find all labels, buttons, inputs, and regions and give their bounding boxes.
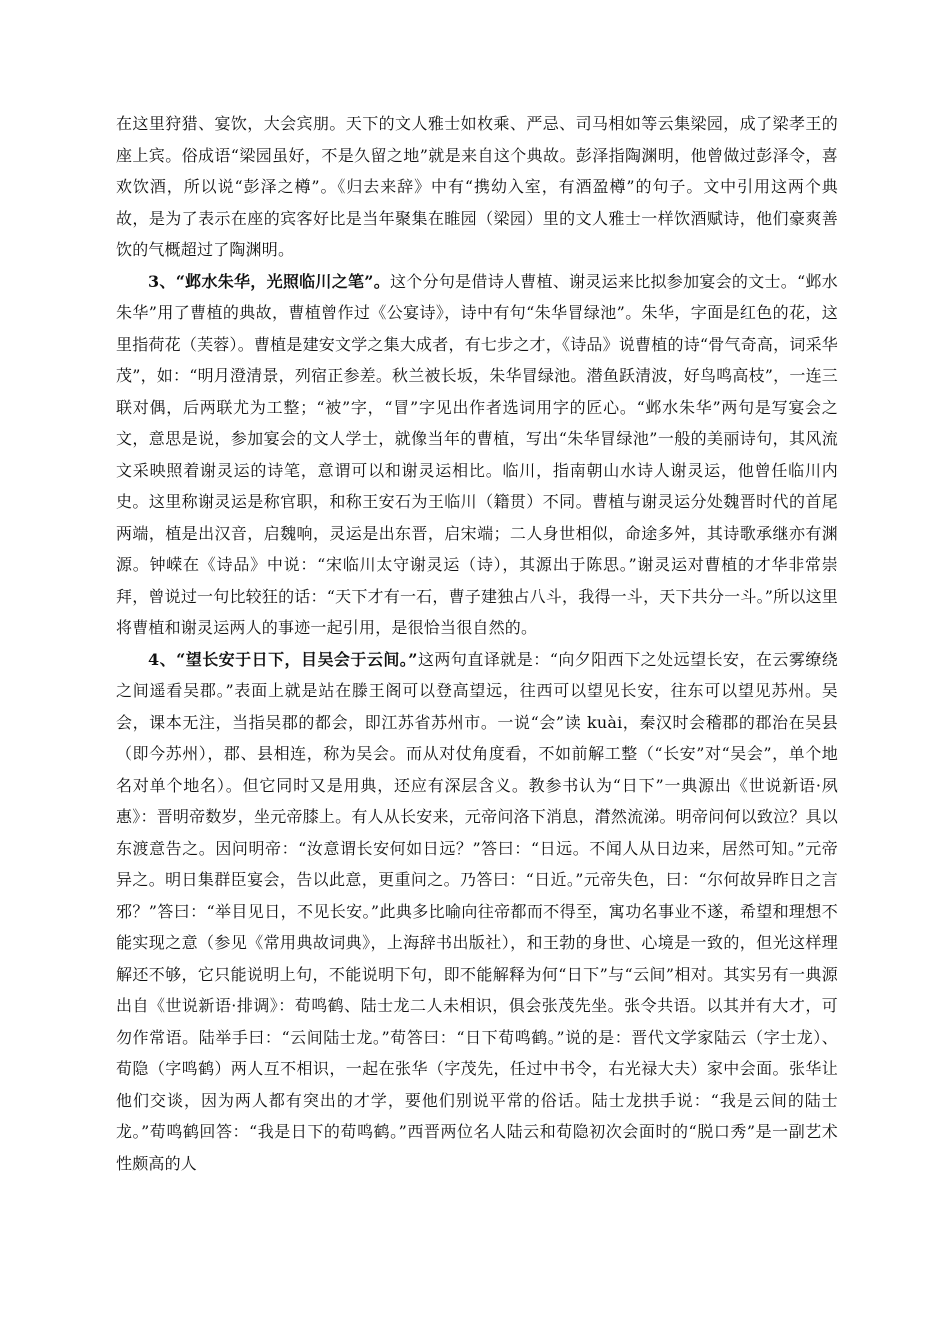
paragraph-section-4 <box>116 644 838 1180</box>
section-heading: 3、“邺水朱华，光照临川之笔”。 <box>148 271 391 291</box>
document-body <box>116 108 838 1179</box>
paragraph-text: 这两句直译就是：“向夕阳西下之处远望长安，在云雾缭绕之间遥看吴郡。”表面上就是站在滕王阁可以登高望远，往西可以望见长安，往东可以望见苏州。吴会，课本无注，当指吴郡的都会，即江苏省苏州市。一说“会”读 kuài，秦汉时会稽郡的郡治在吴县（即今苏州），郡、县相连，称为吴会。而从对仗角度看，不如前解工整（“长安”对“吴会”，单个地名对单个地名）。但它同时又是用典，还应有深层含义。教参书认为“日下”一典源出《世说新语·夙惠》：晋明帝数岁，坐元帝膝上。有人从长安来，元帝问洛下消息，潸然流涕。明帝问何以致泣？具以东渡意告之。因问明帝：“汝意谓长安何如日远？”答曰：“日远。不闻人从日边来，居然可知。”元帝异之。明日集群臣宴会，告以此意，更重问之。乃答曰：“日近。”元帝失色，曰：“尔何故异昨日之言邪？”答曰：“举目见日，不见长安。”此典多比喻向往帝都而不得至，寓功名事业不遂，希望和理想不能实现之意（参见《常用典故词典》，上海辞书出版社），和王勃的身世、心境是一致的，但光这样理解还不够，它只能说明上句，不能说明下句，即不能解释为何“日下”与“云间”相对。其实另有一典源出自《世说新语·排调》：荀鸣鹤、陆士龙二人未相识，俱会张茂先坐。张令共语。以其并有大才，可勿作常语。陆举手曰：“云间陆士龙。”荀答曰：“日下荀鸣鹤。”说的是：晋代文学家陆云（字士龙）、荀隐（字鸣鹤）两人互不相识，一起在张华（字茂先，任过中书令，右光禄大夫）家中会面。张华让他们交谈，因为两人都有突出的才学，要他们别说平常的俗话。陆士龙拱手说：“我是云间的陆士龙。”荀鸣鹤回答：“我是日下的荀鸣鹤。”西晋两位名人陆云和荀隐初次会面时的“脱口秀”是一副艺术性颇高的人 <box>116 649 839 1173</box>
paragraph-continuation <box>116 108 838 266</box>
paragraph-text: 在这里狩猎、宴饮，大会宾朋。天下的文人雅士如枚乘、严忌、司马相如等云集梁园，成了梁孝王的座上宾。俗成语“梁园虽好，不是久留之地”就是来自这个典故。彭泽指陶渊明，他曾做过彭泽令，喜欢饮酒，所以说“彭泽之樽”。《归去来辞》中有“携幼入室，有酒盈樽”的句子。文中引用这两个典故，是为了表示在座的宾客好比是当年聚集在睢园（梁园）里的文人雅士一样饮酒赋诗，他们豪爽善饮的气概超过了陶渊明。 <box>116 114 838 259</box>
paragraph-section-3 <box>116 266 838 644</box>
paragraph-text: 这个分句是借诗人曹植、谢灵运来比拟参加宴会的文士。“邺水朱华”用了曹植的典故，曹植曾作过《公宴诗》，诗中有句“朱华冒绿池”。朱华，字面是红色的花，这里指荷花（芙蓉）。曹植是建安文学之集大成者，有七步之才，《诗品》说曹植的诗“骨气奇高，词采华茂”，如：“明月澄清景，列宿正参差。秋兰被长坂，朱华冒绿池。潜鱼跃清波，好鸟鸣高枝”，一连三联对偶，后两联尤为工整；“被”字，“冒”字见出作者选词用字的匠心。“邺水朱华”两句是写宴会之文，意思是说，参加宴会的文人学士，就像当年的曹植，写出“朱华冒绿池”一般的美丽诗句，其风流文采映照着谢灵运的诗笔，意谓可以和谢灵运相比。临川，指南朝山水诗人谢灵运，他曾任临川内史。这里称谢灵运是称官职，和称王安石为王临川（籍贯）不同。曹植与谢灵运分处魏晋时代的首尾两端，植是出汉音，启魏响，灵运是出东晋，启宋端；二人身世相似，命途多舛，其诗歌承继亦有渊源。钟嵘在《诗品》中说：“宋临川太守谢灵运（诗），其源出于陈思。”谢灵运对曹植的才华非常崇拜，曾说过一句比较狂的话：“天下才有一石，曹子建独占八斗，我得一斗，天下共分一斗。”所以这里将曹植和谢灵运两人的事迹一起引用，是很恰当很自然的。 <box>116 271 838 637</box>
section-heading: 4、“望长安于日下，目吴会于云间。” <box>148 649 418 669</box>
